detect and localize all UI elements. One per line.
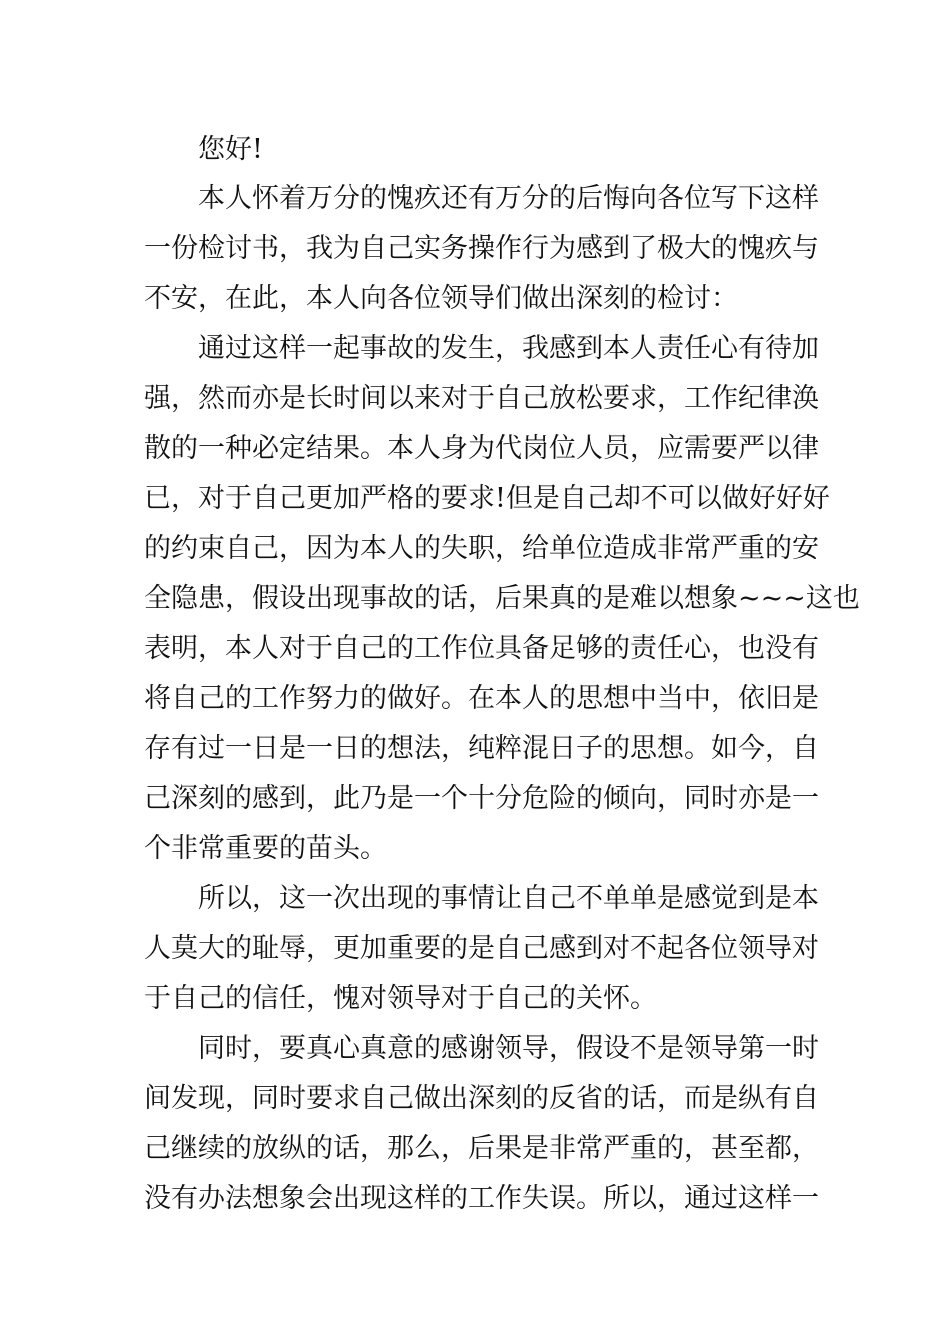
paragraph-line: 人莫大的耻辱，更加重要的是自己感到对不起各位领导对 [144, 933, 819, 964]
greeting-line: 您好! [198, 134, 263, 165]
paragraph-line: 已，对于自己更加严格的要求!但是自己却不可以做好好好 [144, 483, 830, 514]
paragraph-line: 间发现，同时要求自己做出深刻的反省的话，而是纵有自 [144, 1083, 819, 1114]
paragraph-line: 己继续的放纵的话，那么，后果是非常严重的，甚至都， [144, 1133, 819, 1164]
paragraph-line: 个非常重要的苗头。 [144, 833, 387, 864]
paragraph-line: 散的一种必定结果。本人身为代岗位人员，应需要严以律 [144, 433, 819, 464]
paragraph-line: 一份检讨书，我为自己实务操作行为感到了极大的愧疚与 [144, 233, 819, 264]
paragraph-line: 于自己的信任，愧对领导对于自己的关怀。 [144, 983, 657, 1014]
paragraph-line: 通过这样一起事故的发生，我感到本人责任心有待加 [198, 333, 819, 364]
paragraph-line: 本人怀着万分的愧疚还有万分的后悔向各位写下这样 [198, 183, 819, 214]
paragraph-line: 表明，本人对于自己的工作位具备足够的责任心，也没有 [144, 633, 819, 664]
paragraph-line: 全隐患，假设出现事故的话，后果真的是难以想象~~~这也 [144, 583, 860, 614]
paragraph-line: 的约束自己，因为本人的失职，给单位造成非常严重的安 [144, 533, 819, 564]
paragraph-line: 同时，要真心真意的感谢领导，假设不是领导第一时 [198, 1033, 819, 1064]
paragraph-line: 将自己的工作努力的做好。在本人的思想中当中，依旧是 [144, 683, 819, 714]
paragraph-line: 强，然而亦是长时间以来对于自己放松要求，工作纪律涣 [144, 383, 819, 414]
paragraph-line: 不安，在此，本人向各位领导们做出深刻的检讨： [144, 283, 738, 314]
paragraph-line: 所以，这一次出现的事情让自己不单单是感觉到是本 [198, 883, 819, 914]
paragraph-line: 己深刻的感到，此乃是一个十分危险的倾向，同时亦是一 [144, 783, 819, 814]
paragraph-line: 存有过一日是一日的想法，纯粹混日子的思想。如今，自 [144, 733, 819, 764]
paragraph-line: 没有办法想象会出现这样的工作失误。所以，通过这样一 [144, 1183, 819, 1214]
